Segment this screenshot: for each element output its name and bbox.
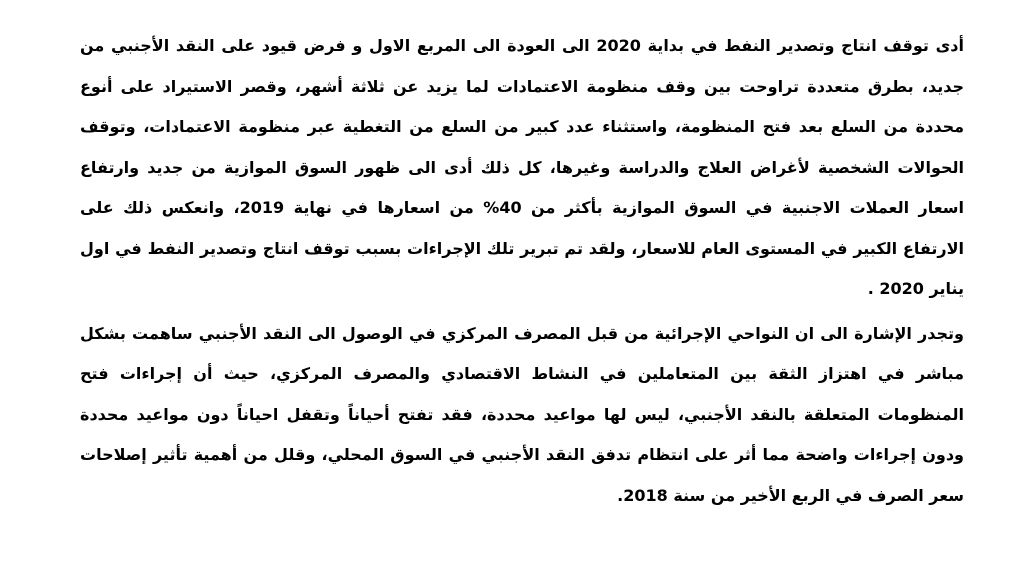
paragraph-oil-export-halt: أدى توقف انتاج وتصدير النفط في بداية 2020 الى العودة الى المربع الاول و فرض قيود على النقد الأجنبي من جديد، بطرق متعددة تراوحت بين وقف منظومة الاعتمادات لما يزيد عن ثلاثة أشهر، وقصر الاستيراد على أنوع محددة من السلع بعد فتح المنظومة، واستثناء عدد كبير من السلع من التغطية عبر منظومة الاعتمادات، وتوقف الحوالات الشخصية لأغراض العلاج والدراسة وغيرها، كل ذلك أدى الى ظهور السوق الموازية من جديد وارتفاع اسعار العملات الاجنبية في السوق الموازية بأكثر من 40% من اسعارها في نهاية 2019، وانعكس ذلك على الارتفاع الكبير في المستوى العام للاسعار، ولقد تم تبرير تلك الإجراءات بسبب توقف انتاج وتصدير النفط في اول يناير 2020 . [80,36,965,298]
paragraph-central-bank-procedures: وتجدر الإشارة الى ان النواحي الإجرائية من قبل المصرف المركزي في الوصول الى النقد الأجنبي ساهمت بشكل مباشر في اهتزاز الثقة بين المتعاملين في النشاط الاقتصادي والمصرف المركزي، حيث أن إجراءات فتح المنظومات المتعلقة بالنقد الأجنبي، ليس لها مواعيد محددة، فقد تفتح أحياناً وتقفل احياناً دون مواعيد محددة ودون إجراءات واضحة مما أثر على انتظام تدفق النقد الأجنبي في السوق المحلي، وقلل من أهمية تأثير إصلاحات سعر الصرف في الربع الأخير من سنة 2018. [80,323,964,505]
